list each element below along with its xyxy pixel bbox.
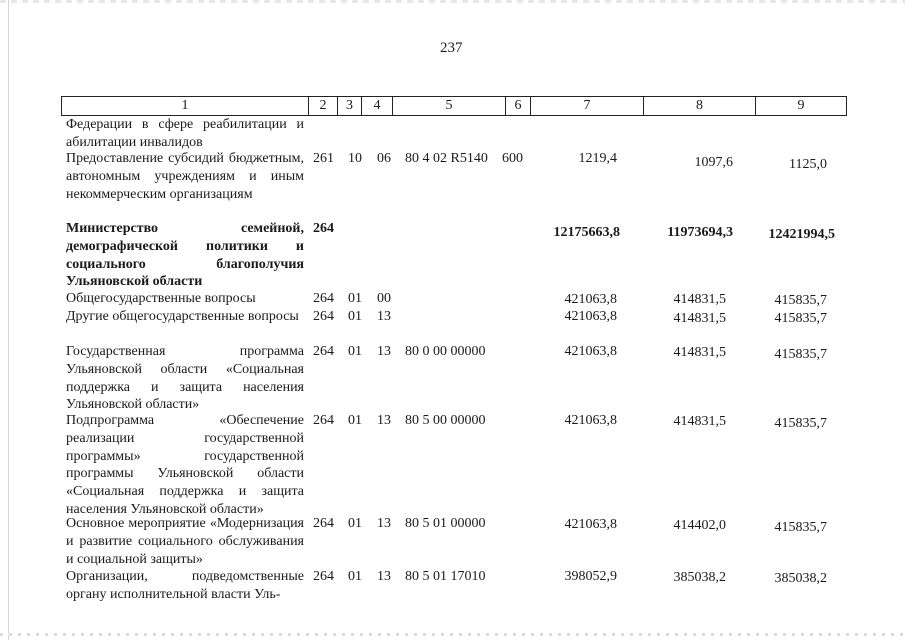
row-5-c5: 80 0 00 00000	[405, 344, 486, 359]
row-4-c8: 414831,5	[673, 311, 726, 326]
row-7-c3: 01	[348, 516, 362, 531]
scan-edge-left	[8, 0, 9, 640]
row-6-c9: 415835,7	[774, 416, 827, 431]
row-3-c3: 01	[348, 291, 362, 306]
row-5-c3: 01	[348, 344, 362, 359]
header-col-5: 5	[392, 97, 505, 115]
row-8-c2: 264	[313, 569, 334, 584]
row-8-description: Организации, подведомственные органу исполнительной власти Уль-	[66, 569, 304, 602]
row-1-c7: 1219,4	[578, 151, 617, 166]
row-2-c8: 11973694,3	[667, 225, 733, 240]
row-3-c9: 415835,7	[774, 293, 827, 308]
scan-edge-top	[0, 0, 905, 3]
row-8-c7: 398052,9	[564, 569, 617, 584]
row-4-description: Другие общегосударственные вопросы	[66, 309, 299, 324]
row-1-c4: 06	[377, 151, 391, 166]
table-header	[61, 96, 847, 116]
row-2-c7: 12175663,8	[553, 225, 620, 240]
row-7-description: Основное мероприятие «Модернизация и развитие социального обслуживания и социальной защиты»	[66, 516, 304, 567]
header-col-9: 9	[755, 97, 846, 115]
row-6-c7: 421063,8	[564, 413, 617, 428]
row-8-c5: 80 5 01 17010	[405, 569, 486, 584]
row-1-c3: 10	[348, 151, 362, 166]
row-4-c3: 01	[348, 309, 362, 324]
row-3-c2: 264	[313, 291, 334, 306]
header-col-6: 6	[505, 97, 530, 115]
row-1-c9: 1125,0	[789, 157, 827, 172]
row-7-c9: 415835,7	[774, 520, 827, 535]
row-8-c3: 01	[348, 569, 362, 584]
row-3-c4: 00	[377, 291, 391, 306]
row-4-c4: 13	[377, 309, 391, 324]
row-7-c8: 414402,0	[673, 518, 726, 533]
page-number: 237	[440, 40, 463, 56]
header-col-7: 7	[530, 97, 643, 115]
row-4-c9: 415835,7	[774, 311, 827, 326]
row-1-c2: 261	[313, 151, 334, 166]
row-0-description: Федерации в сфере реабилитации и абилитации инвалидов	[66, 117, 304, 150]
row-6-c8: 414831,5	[673, 414, 726, 429]
row-4-c7: 421063,8	[564, 309, 617, 324]
header-col-8: 8	[643, 97, 755, 115]
row-1-c5: 80 4 02 R5140	[405, 151, 488, 166]
row-1-description: Предоставление субсидий бюджетным, автономным учреждениям и иным некоммерческим организациям	[66, 151, 304, 202]
row-7-c2: 264	[313, 516, 334, 531]
row-2-description: Министерство семейной, демографической политики и социального благополучия Ульяновской области	[66, 221, 304, 290]
header-col-4: 4	[361, 97, 392, 115]
header-col-1: 1	[181, 98, 189, 113]
row-3-c7: 421063,8	[564, 292, 617, 307]
row-2-c9: 12421994,5	[768, 227, 835, 242]
row-6-c3: 01	[348, 413, 362, 428]
row-5-c2: 264	[313, 344, 334, 359]
header-col-3: 3	[337, 97, 361, 115]
row-8-c8: 385038,2	[673, 570, 726, 585]
row-6-c5: 80 5 00 00000	[405, 413, 486, 428]
row-6-c2: 264	[313, 413, 334, 428]
scan-edge-bottom	[0, 633, 905, 636]
row-2-c2: 264	[313, 221, 334, 236]
row-7-c4: 13	[377, 516, 391, 531]
row-5-c7: 421063,8	[564, 344, 617, 359]
row-1-c8: 1097,6	[694, 155, 733, 170]
row-3-description: Общегосударственные вопросы	[66, 291, 256, 306]
row-4-c2: 264	[313, 309, 334, 324]
row-7-c5: 80 5 01 00000	[405, 516, 486, 531]
row-6-c4: 13	[377, 413, 391, 428]
row-5-c4: 13	[377, 344, 391, 359]
row-8-c9: 385038,2	[774, 571, 827, 586]
row-5-description: Государственная программа Ульяновской области «Социальная поддержка и защита населения Ульяновской области»	[66, 344, 304, 413]
row-5-c8: 414831,5	[673, 345, 726, 360]
row-3-c8: 414831,5	[673, 292, 726, 307]
row-1-c6: 600	[502, 151, 523, 166]
row-7-c7: 421063,8	[564, 517, 617, 532]
header-col-2: 2	[308, 97, 337, 115]
row-8-c4: 13	[377, 569, 391, 584]
row-6-description: Подпрограмма «Обеспечение реализации государственной программы» государственной программы Ульяновской области «Социальная поддержка и защита населения Ульяновской области»	[66, 413, 304, 517]
row-5-c9: 415835,7	[774, 347, 827, 362]
